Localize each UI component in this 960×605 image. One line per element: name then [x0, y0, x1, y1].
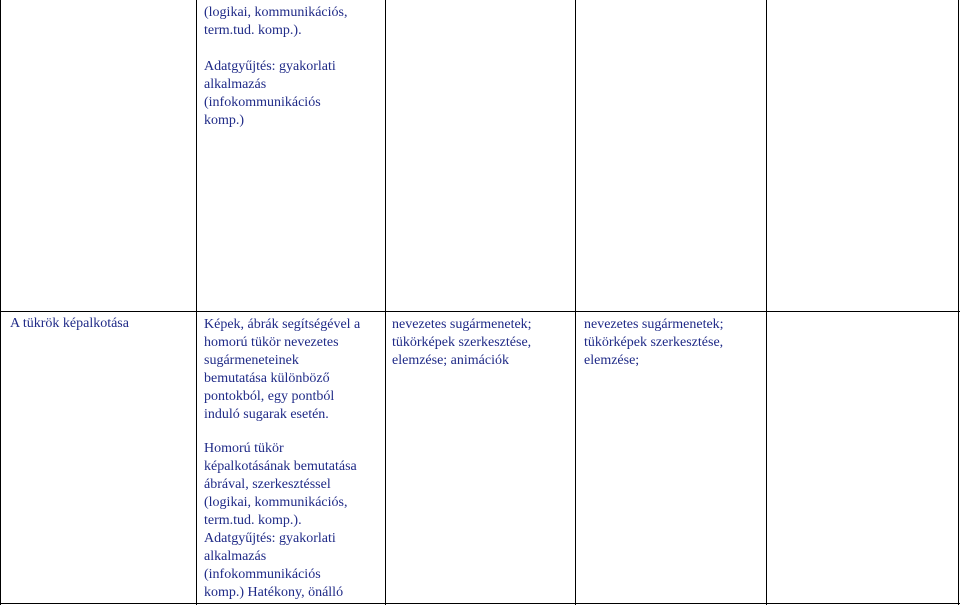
text-line: (logikai, kommunikációs, [204, 5, 348, 20]
activity-cell [392, 316, 570, 370]
method-cell-continued [204, 440, 357, 602]
text-fragment: tükörképek [392, 335, 455, 350]
table-border-right [958, 0, 959, 605]
text-fragment: szerkesztése, [650, 335, 724, 350]
text-line: Homorú tükör [204, 441, 284, 456]
column-divider-2 [385, 0, 386, 605]
topic-cell [10, 315, 129, 333]
justified-line [392, 316, 570, 334]
text-line: (infokommunikációs [204, 95, 321, 110]
text-line: elemzése; animációk [392, 353, 509, 368]
text-line: Adatgyűjtés: gyakorlati [204, 59, 336, 74]
table-border-bottom [0, 603, 960, 604]
text-line: képalkotásának bemutatása [204, 459, 357, 474]
text-line: (infokommunikációs [204, 567, 321, 582]
text-line: term.tud. komp.). [204, 513, 302, 528]
text-fragment: sugármenetek; [641, 317, 724, 332]
text-line: alkalmazás [204, 549, 267, 564]
text-fragment: szerkesztése, [458, 335, 532, 350]
text-fragment: sugármenetek; [449, 317, 532, 332]
method-cell [204, 316, 360, 424]
skills-cell [584, 316, 759, 370]
column-divider-4 [766, 0, 767, 605]
text-line: pontokból, egy pontból [204, 389, 335, 404]
text-line: homorú tükör nevezetes [204, 335, 339, 350]
text-line [204, 40, 347, 58]
text-fragment: nevezetes [584, 317, 639, 332]
text-line: komp.) [204, 113, 245, 128]
text-fragment: nevezetes [392, 317, 447, 332]
justified-line [392, 334, 570, 352]
text-line: ábrával, szerkesztéssel [204, 477, 331, 492]
text-line: elemzése; [584, 353, 640, 368]
text-line: alkalmazás [204, 77, 267, 92]
column-divider-1 [196, 0, 197, 605]
justified-line [584, 316, 759, 334]
text-line: komp.) Hatékony, önálló [204, 585, 344, 600]
text-line: sugármeneteinek [204, 353, 299, 368]
text-fragment: tükörképek [584, 335, 647, 350]
text-line: induló sugarak esetén. [204, 407, 329, 422]
topic-title: A tükrök képalkotása [10, 316, 129, 331]
row-divider [0, 311, 960, 312]
text-line: Adatgyűjtés: gyakorlati [204, 531, 336, 546]
text-line: term.tud. komp.). [204, 23, 302, 38]
top-row-method-cell [204, 4, 347, 130]
text-line: bemutatása különböző [204, 371, 330, 386]
table-border-left [0, 0, 1, 605]
text-line: Képek, ábrák segítségével a [204, 317, 361, 332]
text-line: (logikai, kommunikációs, [204, 495, 348, 510]
column-divider-3 [575, 0, 576, 605]
justified-line [584, 334, 759, 352]
